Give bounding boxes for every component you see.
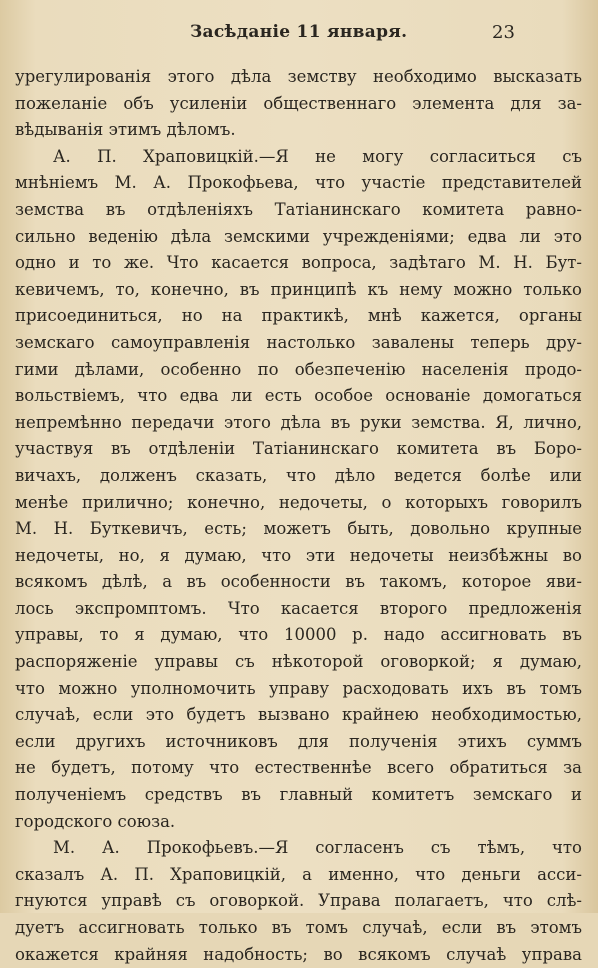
text-line: присоединиться, но на практикѣ, мнѣ кажется, органы	[15, 306, 582, 326]
paragraph-3	[15, 835, 582, 968]
text-line: непремѣнно передачи этого дѣла въ руки земства. Я, лично,	[15, 412, 582, 432]
text-line: дуетъ ассигновать только въ томъ случаѣ, если въ этомъ	[15, 918, 582, 937]
text-line: управы, то я думаю, что 10000 р. надо ассигновать въ	[15, 625, 582, 645]
text-line: не будетъ, потому что естественнѣе всего обратиться за	[15, 758, 582, 778]
text-line: гнуются управѣ съ оговоркой. Управа полагаетъ, что слѣ-	[15, 891, 582, 911]
text-line: сказалъ А. П. Храповицкій, а именно, что деньги асси-	[15, 864, 582, 884]
page-number: 23	[492, 22, 515, 43]
text-line: вѣдыванія этимъ дѣломъ.	[15, 120, 236, 140]
text-line: полученіемъ средствъ въ главный комитетъ земскаго и	[15, 785, 582, 805]
text-line: мнѣніемъ М. А. Прокофьева, что участіе представителей	[15, 173, 582, 193]
text-line: если другихъ источниковъ для полученія этихъ суммъ	[15, 731, 582, 751]
text-line: распоряженіе управы съ нѣкоторой оговоркой; я думаю,	[15, 652, 582, 672]
text-line: кевичемъ, то, конечно, въ принципѣ къ нему можно только	[15, 279, 582, 299]
body-text	[15, 64, 582, 968]
text-line: вольствіемъ, что едва ли есть особое основаніе домогаться	[15, 386, 582, 406]
paragraph-2	[15, 144, 582, 835]
text-line: земскаго самоуправленія настолько завалены теперь дру-	[15, 332, 582, 352]
text-line: М. Н. Буткевичъ, есть; можетъ быть, довольно крупные	[15, 519, 582, 539]
page-header	[0, 22, 598, 46]
text-line: лось экспромптомъ. Что касается второго предложенія	[15, 598, 582, 618]
text-line: всякомъ дѣлѣ, а въ особенности въ такомъ, которое яви-	[15, 572, 582, 592]
text-line: участвуя въ отдѣленіи Татіанинскаго комитета въ Боро-	[15, 439, 582, 459]
running-title: Засѣданіе 11 января.	[190, 22, 408, 42]
text-line: одно и то же. Что касается вопроса, задѣтаго М. Н. Бут-	[15, 253, 582, 273]
text-line: городского союза.	[15, 811, 176, 831]
text-line: что можно уполномочить управу расходовать ихъ въ томъ	[15, 678, 582, 698]
text-line: сильно веденію дѣла земскими учрежденіями; едва ли это	[15, 226, 582, 246]
text-line: случаѣ, если это будетъ вызвано крайнею необходимостью,	[15, 705, 582, 725]
text-line: урегулированія этого дѣла земству необходимо высказать	[15, 67, 582, 86]
text-line: окажется крайняя надобность; во всякомъ случаѣ управа	[15, 944, 582, 964]
speaker-line: А. П. Храповицкій.—Я не могу согласиться съ	[53, 146, 582, 166]
paragraph-1	[15, 64, 582, 144]
speaker-line: М. А. Прокофьевъ.—Я согласенъ съ тѣмъ, что	[53, 838, 582, 858]
text-line: вичахъ, долженъ сказать, что дѣло ведется болѣе или	[15, 465, 582, 485]
text-line: пожеланіе объ усиленіи общественнаго элемента для за-	[15, 93, 582, 113]
text-line: земства въ отдѣленіяхъ Татіанинскаго комитета равно-	[15, 199, 582, 219]
text-line: менѣе прилично; конечно, недочеты, о которыхъ говорилъ	[15, 492, 582, 512]
text-line: гими дѣлами, особенно по обезпеченію населенія продо-	[15, 359, 582, 379]
text-line: недочеты, но, я думаю, что эти недочеты неизбѣжны во	[15, 545, 582, 565]
